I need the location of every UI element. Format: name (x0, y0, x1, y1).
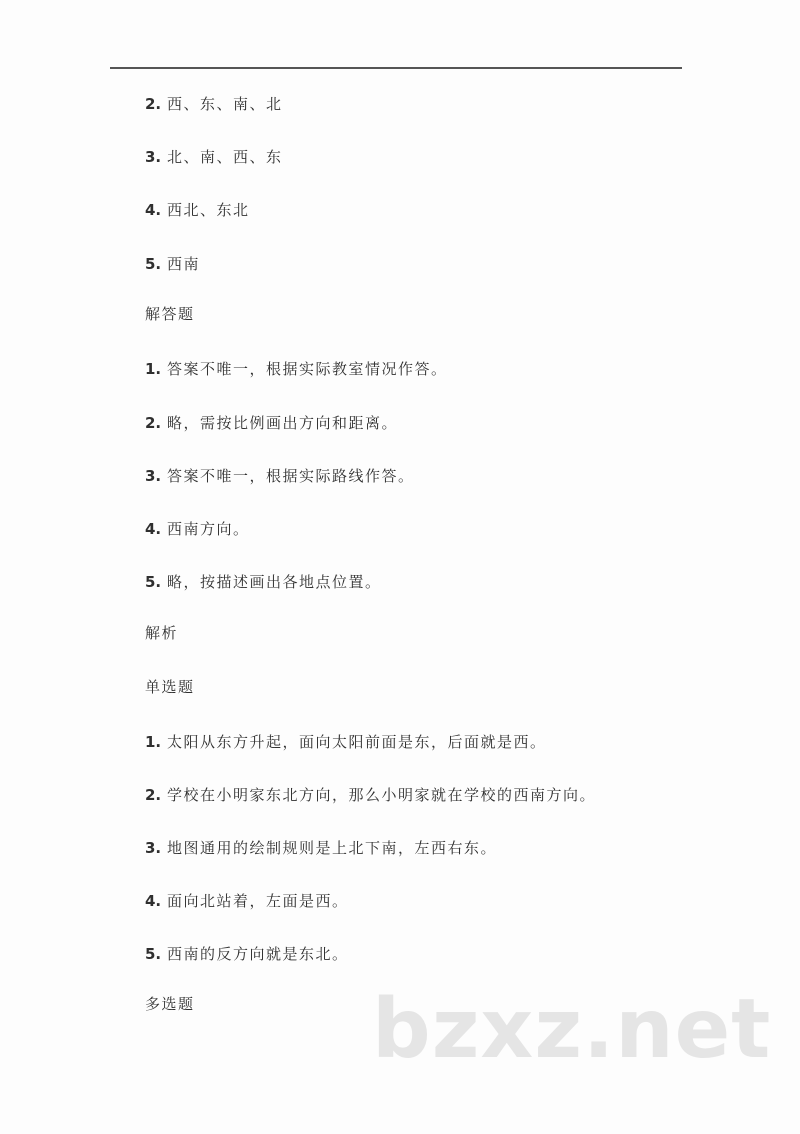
list-item (145, 891, 349, 911)
list-item (145, 838, 497, 858)
item-number: 5. (145, 255, 162, 273)
item-number: 5. (145, 945, 162, 963)
item-number: 3. (145, 148, 162, 166)
item-number: 3. (145, 467, 162, 485)
item-number: 3. (145, 839, 162, 857)
item-text: 西北、东北 (167, 201, 250, 219)
item-number: 2. (145, 95, 162, 113)
item-text: 西、东、南、北 (167, 95, 283, 113)
list-item (145, 466, 415, 486)
list-item (145, 944, 349, 964)
item-text: 北、南、西、东 (167, 148, 283, 166)
item-number: 4. (145, 892, 162, 910)
section-heading-analysis: 解析 (145, 624, 179, 642)
list-item (145, 785, 596, 805)
list-item (145, 413, 398, 433)
item-text: 答案不唯一，根据实际路线作答。 (167, 467, 415, 485)
watermark: bzxz.net (372, 982, 772, 1077)
item-number: 4. (145, 201, 162, 219)
section-heading-single: 单选题 (145, 678, 195, 696)
header-rule (110, 67, 682, 69)
item-number: 2. (145, 786, 162, 804)
item-text: 面向北站着，左面是西。 (167, 892, 349, 910)
section-heading-answer: 解答题 (145, 305, 195, 323)
list-item (145, 147, 283, 167)
list-item (145, 254, 200, 274)
item-number: 1. (145, 733, 162, 751)
list-item (145, 732, 547, 752)
item-text: 西南方向。 (167, 520, 250, 538)
list-item (145, 519, 250, 539)
item-text: 西南 (167, 255, 201, 273)
list-item (145, 359, 448, 379)
item-text: 学校在小明家东北方向，那么小明家就在学校的西南方向。 (167, 786, 597, 804)
item-text: 答案不唯一，根据实际教室情况作答。 (167, 360, 448, 378)
item-number: 5. (145, 573, 162, 591)
item-number: 4. (145, 520, 162, 538)
section-heading-multi: 多选题 (145, 995, 195, 1013)
item-number: 1. (145, 360, 162, 378)
item-text: 略，按描述画出各地点位置。 (167, 573, 382, 591)
list-item (145, 572, 382, 592)
item-text: 西南的反方向就是东北。 (167, 945, 349, 963)
item-text: 略，需按比例画出方向和距离。 (167, 414, 399, 432)
list-item (145, 94, 283, 114)
item-number: 2. (145, 414, 162, 432)
item-text: 地图通用的绘制规则是上北下南，左西右东。 (167, 839, 498, 857)
item-text: 太阳从东方升起，面向太阳前面是东，后面就是西。 (167, 733, 547, 751)
list-item (145, 200, 250, 220)
